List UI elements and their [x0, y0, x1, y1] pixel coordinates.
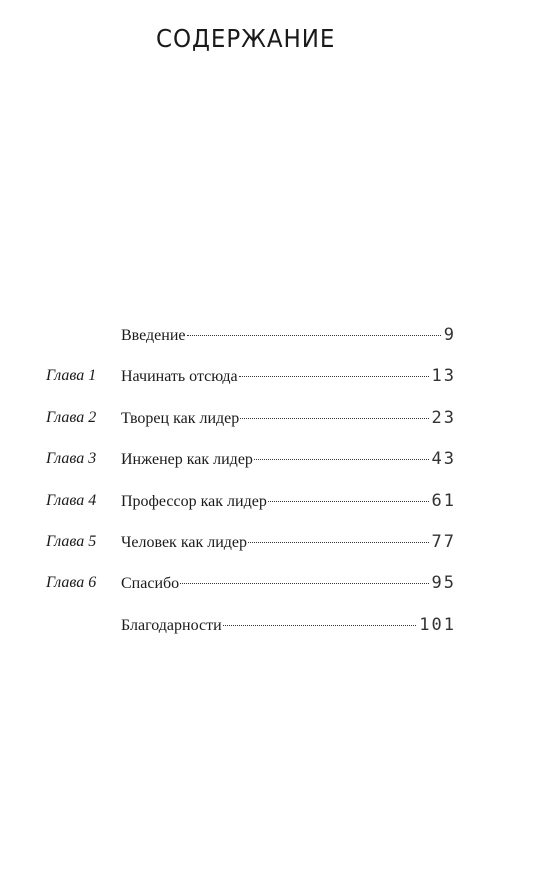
dot-leader: [239, 376, 429, 377]
chapter-label: Глава 6: [46, 574, 97, 592]
entry-title: Начинать отсюда: [121, 368, 238, 386]
page-number: 9: [443, 325, 456, 345]
entry-title: Введение: [121, 327, 186, 344]
page-title: СОДЕРЖАНИЕ: [156, 24, 336, 53]
toc-entry: [121, 322, 456, 349]
toc-entry: [121, 405, 456, 432]
dot-leader: [268, 501, 429, 502]
toc-row: [0, 446, 535, 487]
page-number: 13: [431, 366, 456, 387]
dot-leader: [223, 625, 417, 626]
toc-entry: [121, 529, 456, 556]
dot-leader: [248, 542, 429, 543]
page-number: 61: [431, 490, 456, 511]
chapter-label: Глава 4: [46, 491, 97, 509]
toc-entry: [121, 570, 456, 597]
toc-row: [0, 529, 535, 570]
page-number: 101: [419, 614, 456, 635]
toc-row: [0, 570, 535, 611]
toc-entry: [121, 446, 456, 473]
chapter-label: Глава 2: [46, 408, 97, 426]
page-number: 23: [431, 407, 456, 428]
entry-title: Спасибо: [121, 575, 180, 593]
dot-leader: [180, 583, 428, 584]
dot-leader: [187, 335, 441, 336]
toc-row: [0, 322, 535, 363]
entry-title: Профессор как лидер: [121, 492, 267, 510]
toc-row: [0, 488, 535, 529]
entry-title: Благодарности: [121, 616, 222, 634]
entry-title: Инженер как лидер: [121, 451, 253, 469]
page-number: 95: [431, 573, 456, 594]
toc-row: [0, 405, 535, 446]
page-number: 43: [431, 449, 456, 470]
entry-title: Человек как лидер: [121, 533, 248, 551]
toc-entry: [121, 612, 456, 639]
chapter-label: Глава 3: [46, 450, 97, 468]
dot-leader: [254, 459, 429, 460]
toc-row: [0, 363, 535, 404]
toc-entry: [121, 363, 456, 390]
toc-row: [0, 612, 535, 653]
chapter-label: Глава 5: [46, 532, 97, 550]
toc-entry: [121, 488, 456, 515]
chapter-label: Глава 1: [46, 367, 97, 385]
dot-leader: [240, 418, 428, 419]
page-number: 77: [431, 531, 456, 552]
entry-title: Творец как лидер: [121, 409, 240, 427]
table-of-contents: [0, 322, 535, 653]
